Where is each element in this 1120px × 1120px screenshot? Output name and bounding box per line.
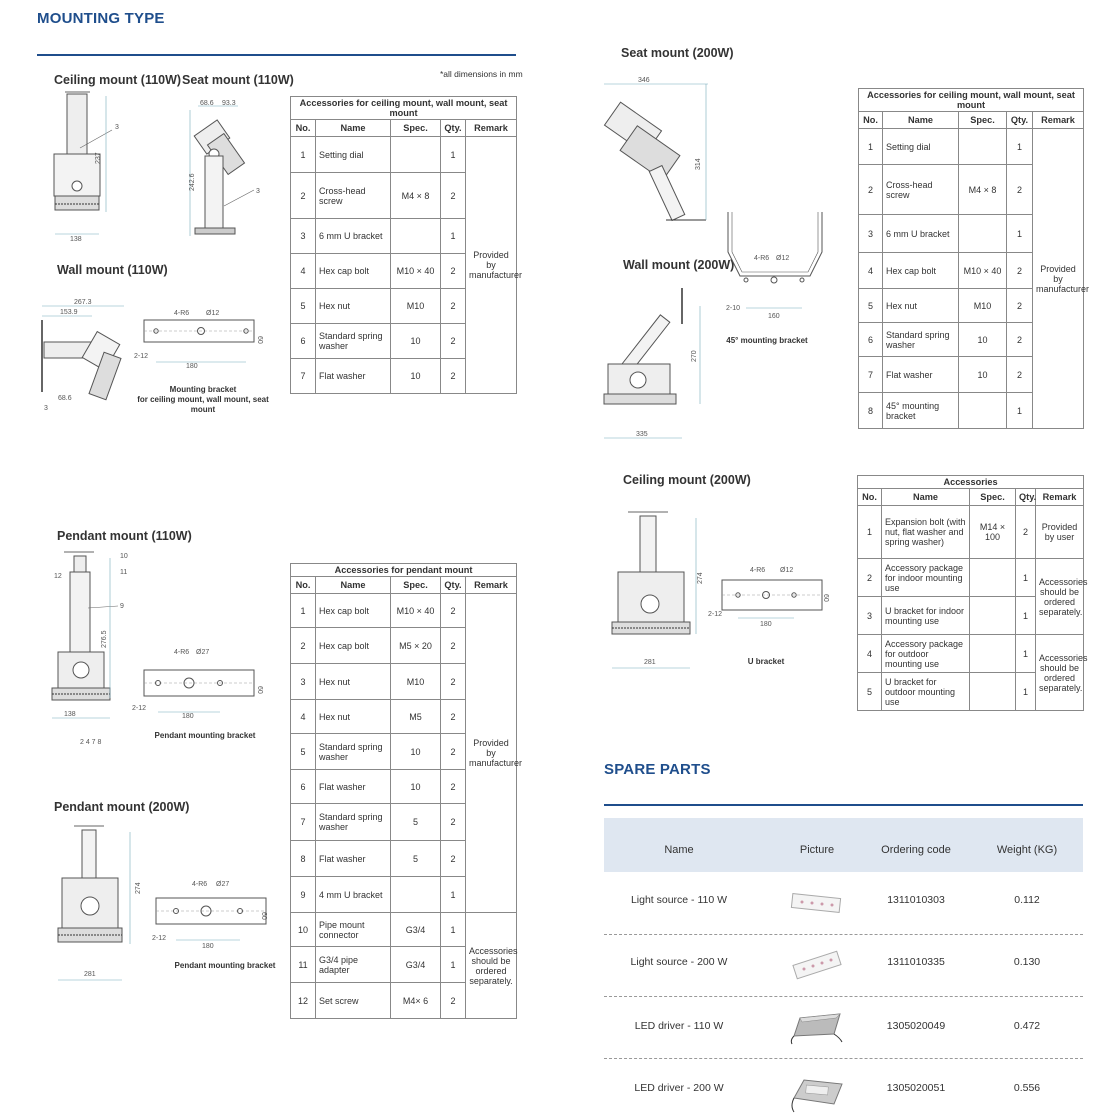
table1-header-spec: Spec. — [391, 120, 441, 137]
spare-row-name: LED driver - 110 W — [634, 1020, 724, 1032]
cell-no: 1 — [291, 594, 316, 628]
cell-spec: M4× 6 — [391, 983, 441, 1019]
spare-header-picture: Picture — [799, 844, 835, 856]
dim-w200-270: 270 — [691, 350, 698, 362]
cell-no: 2 — [859, 165, 883, 215]
dim-b-4r6: 4-R6 — [174, 310, 190, 317]
cell-no: 6 — [859, 323, 883, 357]
cell-name: Standard spring washer — [316, 324, 391, 359]
cell-spec: 10 — [959, 357, 1007, 393]
cell-spec: 10 — [959, 323, 1007, 357]
accessories-table-ceiling-wall-seat-200 — [858, 88, 1090, 429]
spare-row-code: 1305020049 — [886, 1020, 946, 1032]
ceiling-110-drawing — [40, 88, 130, 248]
table3-header-qty: Qty. — [1007, 112, 1033, 129]
heading-rule — [37, 54, 516, 56]
cell-spec: M14 × 100 — [970, 506, 1016, 559]
table4-header-spec: Spec. — [970, 489, 1016, 506]
ceiling-200-drawing — [604, 506, 708, 672]
spare-header-weight: Weight (KG) — [996, 844, 1058, 856]
dim-pb2-o27: Ø27 — [216, 881, 230, 888]
cell-no: 4 — [291, 254, 316, 289]
cell-name: 6 mm U bracket — [316, 219, 391, 254]
spare-row — [604, 1058, 1083, 1120]
cell-qty: 2 — [441, 254, 466, 289]
cell-no: 3 — [291, 664, 316, 700]
cell-no: 5 — [859, 289, 883, 323]
seat-110-title: Seat mount (110W) — [182, 73, 294, 87]
cell-name: Flat washer — [316, 359, 391, 394]
dim-p200-274: 274 — [135, 882, 142, 894]
spare-row-name: LED driver - 200 W — [634, 1082, 724, 1094]
spare-row — [604, 934, 1083, 997]
dim-b45-160: 160 — [768, 313, 780, 320]
pendant-bracket-200-caption: Pendant mounting bracket — [174, 961, 276, 970]
cell-qty: 2 — [441, 770, 466, 804]
dimensions-note: *all dimensions in mm — [440, 69, 523, 79]
dim-pb2-60: 60 — [260, 912, 267, 920]
table1-header-name: Name — [316, 120, 391, 137]
cell-qty: 1 — [441, 219, 466, 254]
table3-title: Accessories for ceiling mount, wall mount, seat mount — [859, 89, 1084, 112]
cell-qty: 1 — [1007, 393, 1033, 429]
seat-200-drawing — [600, 74, 724, 226]
cell-no: 8 — [291, 841, 316, 877]
table2-header-no: No. — [291, 577, 316, 594]
table-row — [291, 594, 517, 628]
cell-spec — [391, 877, 441, 913]
table-row — [858, 559, 1084, 597]
cell-name: G3/4 pipe adapter — [316, 947, 391, 983]
u-bracket-drawing — [706, 560, 832, 632]
cell-no: 3 — [859, 215, 883, 253]
cell-no: 5 — [858, 673, 882, 711]
dim-pb-4r6: 4-R6 — [174, 649, 190, 656]
spare-row-code: 1305020051 — [886, 1082, 946, 1094]
cell-no: 2 — [858, 559, 882, 597]
dim-pb-o27: Ø27 — [196, 649, 210, 656]
table3-header-spec: Spec. — [959, 112, 1007, 129]
dim-c200-274: 274 — [697, 572, 704, 584]
cell-qty: 2 — [1007, 165, 1033, 215]
table4-header-qty: Qty. — [1016, 489, 1036, 506]
accessories-table-ceiling-200 — [857, 475, 1088, 711]
cell-spec: M4 × 8 — [391, 173, 441, 219]
table3-header-remark: Remark — [1033, 112, 1084, 129]
table2-header-spec: Spec. — [391, 577, 441, 594]
dim-w110-686: 68.6 — [58, 395, 72, 402]
cell-spec — [391, 137, 441, 173]
dim-ub-4r6: 4-R6 — [750, 567, 766, 574]
spare-row-code: 1311010303 — [887, 894, 945, 906]
cell-no: 7 — [291, 359, 316, 394]
spare-row-name: Light source - 110 W — [630, 894, 728, 906]
cell-qty: 2 — [441, 359, 466, 394]
cell-no: 4 — [859, 253, 883, 289]
cell-spec: 10 — [391, 734, 441, 770]
cell-spec: M5 — [391, 700, 441, 734]
cell-name: 45° mounting bracket — [883, 393, 959, 429]
mounting-bracket-caption-2: for ceiling mount, wall mount, seat mount — [137, 395, 269, 414]
dim-w110-3: 3 — [44, 405, 48, 412]
cell-name: 6 mm U bracket — [883, 215, 959, 253]
cell-spec — [970, 635, 1016, 673]
dim-b-180: 180 — [186, 363, 198, 370]
spare-parts-heading: SPARE PARTS — [604, 761, 711, 778]
pendant-200-drawing — [54, 822, 150, 992]
cell-qty: 1 — [1016, 635, 1036, 673]
table4-header-remark: Remark — [1036, 489, 1084, 506]
cell-spec: M5 × 20 — [391, 628, 441, 664]
cell-remark: Accessories should be ordered separately. — [1036, 635, 1084, 711]
table2-header-name: Name — [316, 577, 391, 594]
bracket-45-drawing — [722, 206, 828, 324]
dim-s110-933: 93.3 — [222, 100, 236, 107]
cell-qty: 1 — [1016, 597, 1036, 635]
table3-header-name: Name — [883, 112, 959, 129]
dim-p200-281: 281 — [84, 971, 96, 978]
cell-qty: 1 — [1007, 129, 1033, 165]
cell-remark: Provided by manufacturer — [466, 137, 517, 394]
cell-name: Hex nut — [316, 664, 391, 700]
dim-p110-bottom: 2 4 7 8 — [80, 739, 102, 746]
cell-no: 2 — [291, 628, 316, 664]
table-row — [858, 635, 1084, 673]
table1-header-no: No. — [291, 120, 316, 137]
cell-remark: Accessories should be ordered separately. — [466, 913, 517, 1019]
cell-spec: M10 × 40 — [959, 253, 1007, 289]
seat-110-drawing — [180, 96, 270, 246]
table1-header-remark: Remark — [466, 120, 517, 137]
cell-spec: M10 × 40 — [391, 594, 441, 628]
cell-qty: 1 — [441, 137, 466, 173]
ceiling-200-title: Ceiling mount (200W) — [623, 473, 751, 487]
cell-name: Hex cap bolt — [316, 628, 391, 664]
cell-name: Accessory package for indoor mounting use — [882, 559, 970, 597]
accessories-table-ceiling-wall-seat-110 — [290, 96, 523, 394]
cell-qty: 1 — [1016, 559, 1036, 597]
cell-name: Hex cap bolt — [316, 254, 391, 289]
dim-s110-3: 3 — [256, 188, 260, 195]
dim-b45-4r6: 4-R6 — [754, 255, 770, 262]
cell-name: 4 mm U bracket — [316, 877, 391, 913]
dim-pb-60: 60 — [256, 686, 263, 694]
dim-pb2-4r6: 4-R6 — [192, 881, 208, 888]
spare-row-weight: 0.472 — [1013, 1020, 1041, 1032]
cell-spec: M10 × 40 — [391, 254, 441, 289]
cell-spec: 10 — [391, 324, 441, 359]
dim-w200-335: 335 — [636, 431, 648, 438]
dim-pb-212: 2-12 — [132, 705, 147, 712]
cell-spec: M10 — [959, 289, 1007, 323]
spare-header-code: Ordering code — [881, 844, 951, 856]
cell-remark: Provided by user — [1036, 506, 1084, 559]
dim-s200-346: 346 — [638, 77, 650, 84]
cell-spec: M10 — [391, 664, 441, 700]
cell-qty: 2 — [1016, 506, 1036, 559]
cell-qty: 1 — [441, 877, 466, 913]
cell-spec: G3/4 — [391, 947, 441, 983]
table4-header-no: No. — [858, 489, 882, 506]
spare-row — [604, 996, 1083, 1059]
cell-spec — [970, 597, 1016, 635]
cell-no: 6 — [291, 770, 316, 804]
table-row — [858, 506, 1084, 559]
cell-spec: G3/4 — [391, 913, 441, 947]
dim-p110-12: 12 — [54, 573, 62, 580]
cell-name: Setting dial — [883, 129, 959, 165]
dim-p110-2765: 276.5 — [101, 630, 108, 648]
cell-no: 1 — [291, 137, 316, 173]
table1-header-qty: Qty. — [441, 120, 466, 137]
wall-110-title: Wall mount (110W) — [57, 263, 168, 277]
dim-b-o12: Ø12 — [206, 310, 220, 317]
cell-no: 9 — [291, 877, 316, 913]
table4-header-name: Name — [882, 489, 970, 506]
cell-name: Standard spring washer — [316, 734, 391, 770]
cell-qty: 2 — [441, 841, 466, 877]
cell-qty: 2 — [441, 804, 466, 841]
cell-no: 10 — [291, 913, 316, 947]
dim-pb2-180: 180 — [202, 943, 214, 950]
wall-200-drawing — [600, 284, 710, 442]
spare-row-weight: 0.130 — [1013, 956, 1041, 968]
cell-qty: 2 — [441, 324, 466, 359]
cell-spec: M4 × 8 — [959, 165, 1007, 215]
cell-no: 8 — [859, 393, 883, 429]
pendant-bracket-200-drawing — [146, 868, 276, 952]
table2-header-qty: Qty. — [441, 577, 466, 594]
dim-b45-o12: Ø12 — [776, 255, 790, 262]
cell-no: 1 — [858, 506, 882, 559]
dim-s110-2426: 242.6 — [189, 173, 196, 191]
dim-b45-210: 2-10 — [726, 305, 741, 312]
cell-name: Standard spring washer — [316, 804, 391, 841]
dim-w110-2673: 267.3 — [74, 299, 92, 306]
dim-c200-281: 281 — [644, 659, 656, 666]
accessories-table-pendant — [290, 563, 523, 1019]
cell-spec — [970, 559, 1016, 597]
cell-qty: 2 — [441, 628, 466, 664]
mounting-type-heading: MOUNTING TYPE — [37, 10, 165, 27]
dim-c110-3: 3 — [115, 124, 119, 131]
spare-parts-header — [604, 818, 1083, 872]
led-driver-icon — [790, 1010, 846, 1046]
cell-spec: 5 — [391, 841, 441, 877]
cell-spec: 10 — [391, 770, 441, 804]
cell-spec: 5 — [391, 804, 441, 841]
spare-row-code: 1311010335 — [887, 956, 945, 968]
cell-name: Setting dial — [316, 137, 391, 173]
cell-qty: 1 — [1016, 673, 1036, 711]
cell-no: 4 — [858, 635, 882, 673]
dim-s110-686: 68.6 — [200, 100, 214, 107]
pendant-bracket-110-drawing — [130, 640, 270, 722]
cell-name: Pipe mount connector — [316, 913, 391, 947]
spare-header-name: Name — [664, 844, 694, 856]
spare-row-weight: 0.556 — [1013, 1082, 1041, 1094]
dim-p110-138: 138 — [64, 711, 76, 718]
cell-no: 5 — [291, 734, 316, 770]
dim-c110-138: 138 — [70, 236, 82, 243]
dim-w110-1539: 153.9 — [60, 309, 78, 316]
cell-qty: 1 — [1007, 215, 1033, 253]
spare-row-name: Light source - 200 W — [630, 956, 728, 968]
cell-name: Expansion bolt (with nut, flat washer and spring washer) — [882, 506, 970, 559]
cell-name: Hex nut — [316, 700, 391, 734]
cell-name: Accessory package for outdoor mounting use — [882, 635, 970, 673]
mounting-bracket-caption-1: Mounting bracket — [169, 385, 237, 394]
cell-qty: 2 — [1007, 253, 1033, 289]
cell-no: 7 — [291, 804, 316, 841]
cell-name: Cross-head screw — [316, 173, 391, 219]
cell-name: U bracket for outdoor mounting use — [882, 673, 970, 711]
dim-p110-10: 10 — [120, 553, 128, 560]
pendant-200-title: Pendant mount (200W) — [54, 800, 190, 814]
dim-s200-314: 314 — [695, 158, 702, 170]
cell-no: 3 — [291, 219, 316, 254]
pendant-110-title: Pendant mount (110W) — [57, 529, 192, 543]
cell-no: 5 — [291, 289, 316, 324]
led-driver-icon — [790, 1074, 846, 1114]
cell-no: 1 — [859, 129, 883, 165]
pendant-110-drawing — [44, 548, 142, 748]
wall-110-drawing — [36, 296, 136, 414]
cell-remark: Accessories should be ordered separately. — [1036, 559, 1084, 635]
dim-p110-9: 9 — [120, 603, 124, 610]
cell-spec — [391, 219, 441, 254]
cell-name: Standard spring washer — [883, 323, 959, 357]
cell-qty: 2 — [1007, 357, 1033, 393]
cell-spec — [959, 129, 1007, 165]
cell-name: Flat washer — [316, 770, 391, 804]
pendant-bracket-110-caption: Pendant mounting bracket — [154, 731, 256, 740]
cell-name: Hex nut — [883, 289, 959, 323]
dim-pb2-212: 2-12 — [152, 935, 167, 942]
cell-no: 12 — [291, 983, 316, 1019]
cell-no: 6 — [291, 324, 316, 359]
dim-pb-180: 180 — [182, 713, 194, 720]
dim-ub-60: 60 — [822, 594, 829, 602]
cell-name: Hex cap bolt — [883, 253, 959, 289]
cell-name: Hex nut — [316, 289, 391, 324]
spare-parts-rule — [604, 804, 1083, 806]
cell-remark: Provided by manufacturer — [1033, 129, 1084, 429]
wall-200-title: Wall mount (200W) — [623, 258, 735, 272]
table-row — [291, 913, 517, 947]
cell-qty: 2 — [441, 700, 466, 734]
u-bracket-caption: U bracket — [747, 657, 785, 666]
cell-qty: 2 — [441, 594, 466, 628]
cell-no: 4 — [291, 700, 316, 734]
cell-qty: 2 — [1007, 289, 1033, 323]
light-source-board-icon — [790, 948, 846, 982]
cell-qty: 2 — [441, 289, 466, 324]
dim-c110-237: 237 — [95, 152, 102, 164]
cell-name: Set screw — [316, 983, 391, 1019]
dim-b-212: 2-12 — [134, 353, 149, 360]
light-source-board-icon — [790, 890, 844, 916]
table2-title: Accessories for pendant mount — [291, 564, 517, 577]
spare-row-weight: 0.112 — [1014, 894, 1040, 906]
ceiling-110-title: Ceiling mount (110W) — [54, 73, 182, 87]
cell-qty: 2 — [441, 664, 466, 700]
dim-ub-212: 2-12 — [708, 611, 723, 618]
cell-name: Hex cap bolt — [316, 594, 391, 628]
table3-header-no: No. — [859, 112, 883, 129]
cell-name: Flat washer — [883, 357, 959, 393]
cell-name: Cross-head screw — [883, 165, 959, 215]
table2-header-remark: Remark — [466, 577, 517, 594]
cell-spec — [970, 673, 1016, 711]
cell-spec: 10 — [391, 359, 441, 394]
dim-ub-180: 180 — [760, 621, 772, 628]
table-row — [859, 129, 1084, 165]
spare-row — [604, 872, 1083, 935]
seat-200-title: Seat mount (200W) — [621, 46, 734, 60]
cell-remark: Provided by manufacturer — [466, 594, 517, 913]
cell-no: 11 — [291, 947, 316, 983]
cell-spec: M10 — [391, 289, 441, 324]
cell-spec — [959, 215, 1007, 253]
bracket-45-caption: 45° mounting bracket — [726, 336, 808, 345]
cell-spec — [959, 393, 1007, 429]
mounting-bracket-drawing — [134, 304, 264, 384]
cell-no: 3 — [858, 597, 882, 635]
dim-p110-11: 11 — [120, 569, 128, 576]
cell-qty: 1 — [441, 913, 466, 947]
cell-qty: 2 — [441, 983, 466, 1019]
table-row — [291, 137, 517, 173]
dim-b-60: 60 — [256, 336, 263, 344]
cell-name: Flat washer — [316, 841, 391, 877]
cell-no: 7 — [859, 357, 883, 393]
cell-name: U bracket for indoor mounting use — [882, 597, 970, 635]
cell-qty: 1 — [441, 947, 466, 983]
cell-qty: 2 — [1007, 323, 1033, 357]
cell-qty: 2 — [441, 173, 466, 219]
table1-title: Accessories for ceiling mount, wall mount, seat mount — [291, 97, 517, 120]
dim-ub-o12: Ø12 — [780, 567, 794, 574]
cell-qty: 2 — [441, 734, 466, 770]
cell-no: 2 — [291, 173, 316, 219]
table4-title: Accessories — [858, 476, 1084, 489]
